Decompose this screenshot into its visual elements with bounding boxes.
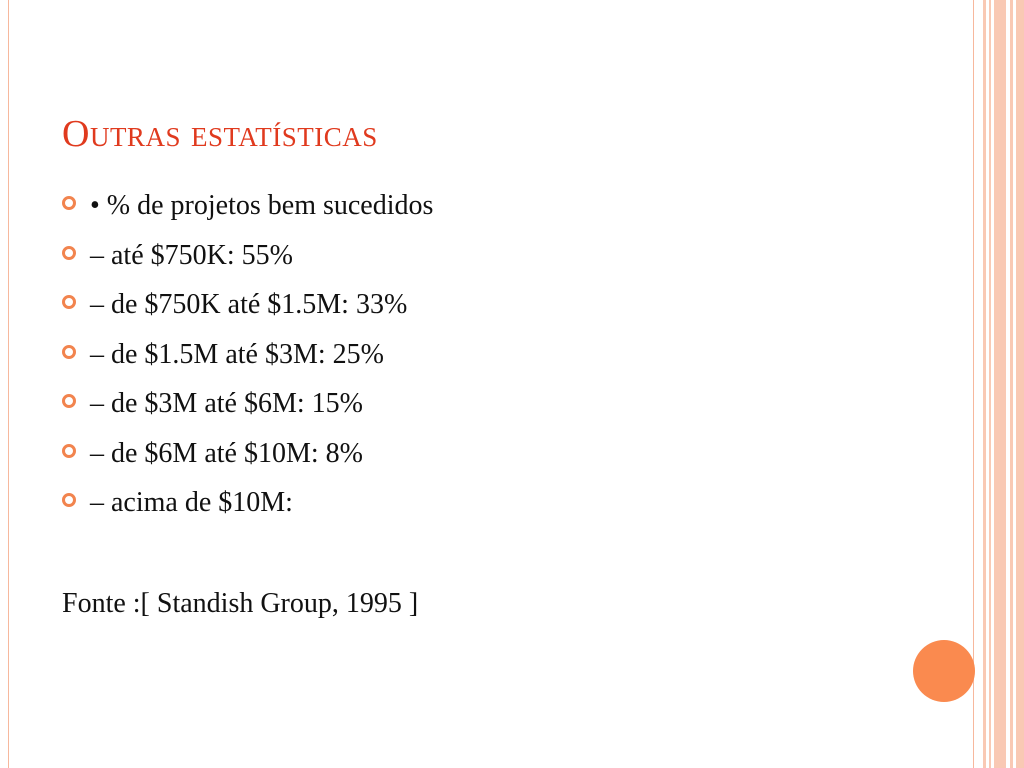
list-item (62, 483, 433, 533)
list-item (62, 186, 433, 236)
list-item-text: – de $1.5M até $3M: 25% (90, 338, 384, 370)
list-item-text: – acima de $10M: (90, 487, 293, 518)
decor-line (989, 0, 991, 768)
list-item-text: • % de projetos bem sucedidos (90, 190, 434, 221)
circle-bullet-icon (62, 246, 76, 260)
list-item (62, 285, 433, 335)
list-item-text: – até $750K: 55% (90, 239, 293, 271)
bullet-list (62, 186, 433, 533)
list-item-text: – de $3M até $6M: 15% (90, 388, 363, 419)
slide-title: Outras estatísticas (62, 113, 378, 155)
list-item-text: – de $750K até $1.5M: 33% (90, 289, 408, 320)
list-item (62, 236, 433, 286)
circle-bullet-icon (62, 345, 76, 359)
circle-bullet-icon (62, 394, 76, 408)
circle-bullet-icon (62, 196, 76, 210)
list-item-text: – de $6M até $10M: 8% (90, 437, 363, 469)
decor-line (1010, 0, 1013, 768)
decor-line (1016, 0, 1024, 768)
decorative-circle-icon (913, 640, 975, 702)
circle-bullet-icon (62, 444, 76, 458)
source-citation: Fonte :[ Standish Group, 1995 ] (62, 588, 419, 619)
list-item (62, 384, 433, 434)
circle-bullet-icon (62, 295, 76, 309)
decor-line (994, 0, 1006, 768)
list-item (62, 434, 433, 484)
list-item (62, 335, 433, 385)
circle-bullet-icon (62, 493, 76, 507)
decor-line (983, 0, 986, 768)
